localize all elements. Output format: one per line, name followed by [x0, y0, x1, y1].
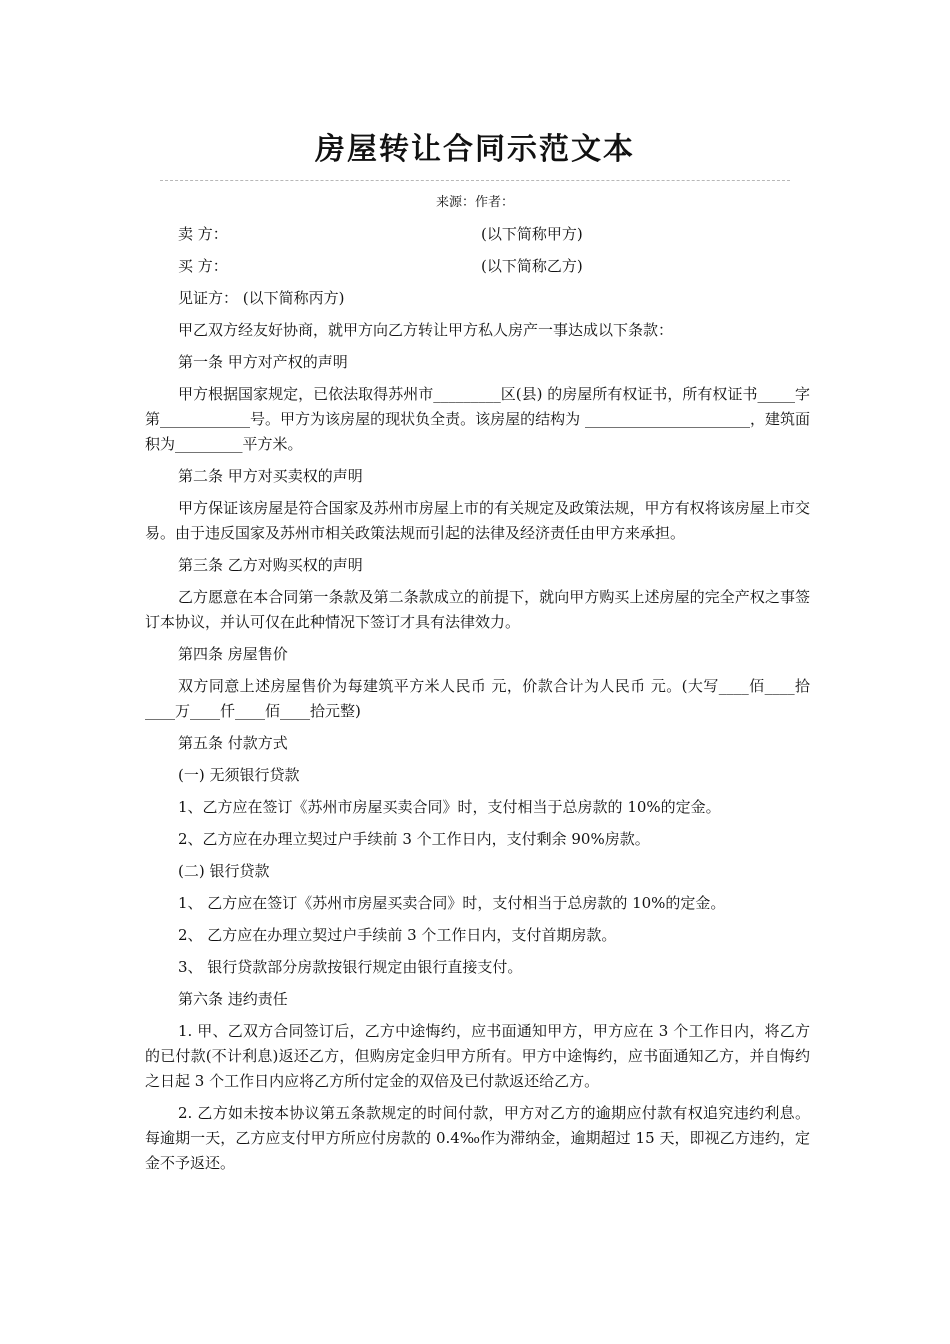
article-4-text: 双方同意上述房屋售价为每建筑平方米人民币 元，价款合计为人民币 元。(大写____佰____拾____万____仟____佰____拾元整) [145, 677, 810, 720]
payment-option-2-heading: (二) 银行贷款 [178, 862, 270, 880]
seller-label: 卖 方： [178, 225, 228, 243]
payment-option-1-heading: (一) 无须银行贷款 [178, 766, 300, 784]
payment-option-1-item: 1、乙方应在签订《苏州市房屋买卖合同》时，支付相当于总房款的 10%的定金。 [178, 798, 721, 816]
seller-note: (以下简称甲方) [481, 225, 583, 243]
article-6-heading: 第六条 违约责任 [178, 990, 288, 1008]
title-divider [160, 180, 790, 181]
article-1-heading: 第一条 甲方对产权的声明 [178, 353, 348, 371]
buyer-label: 买 方： [178, 257, 228, 275]
source-line: 来源：作者： [435, 195, 514, 210]
buyer-line [145, 254, 810, 279]
intro-paragraph: 甲乙双方经友好协商，就甲方向乙方转让甲方私人房产一事达成以下条款： [178, 321, 674, 339]
article-3-heading: 第三条 乙方对购买权的声明 [178, 556, 363, 574]
witness-line: 见证方： (以下简称丙方) [178, 289, 345, 307]
payment-option-2-item: 1、 乙方应在签订《苏州市房屋买卖合同》时，支付相当于总房款的 10%的定金。 [178, 894, 726, 912]
article-1-text: 甲方根据国家规定，已依法取得苏州市_________区(县) 的房屋所有权证书，所有权证书_____字第____________号。甲方为该房屋的现状负全责。该房屋的结构为 ______________________，建筑面积为_________平方米。 [145, 385, 810, 453]
breach-clause-item: 2. 乙方如未按本协议第五条款规定的时间付款，甲方对乙方的逾期应付款有权追究违约利息。每逾期一天，乙方应支付甲方所应付房款的 0.4‰作为滞纳金，逾期超过 15 天，即视乙方违约，定金不予返还。 [145, 1104, 810, 1172]
seller-line [145, 222, 810, 247]
payment-option-1-item: 2、乙方应在办理立契过户手续前 3 个工作日内，支付剩余 90%房款。 [178, 830, 650, 848]
article-4-heading: 第四条 房屋售价 [178, 645, 288, 663]
breach-clause-item: 1. 甲、乙双方合同签订后，乙方中途悔约，应书面通知甲方，甲方应在 3 个工作日内，将乙方的已付款(不计利息)返还乙方，但购房定金归甲方所有。甲方中途悔约，应书面通知乙方，并自悔约之日起 3 个工作日内应将乙方所付定金的双倍及已付款返还给乙方。 [145, 1022, 810, 1090]
article-3-text: 乙方愿意在本合同第一条款及第二条款成立的前提下，就向甲方购买上述房屋的完全产权之事签订本协议，并认可仅在此种情况下签订才具有法律效力。 [145, 588, 810, 631]
article-2-text: 甲方保证该房屋是符合国家及苏州市房屋上市的有关规定及政策法规，甲方有权将该房屋上市交易。由于违反国家及苏州市相关政策法规而引起的法律及经济责任由甲方来承担。 [145, 499, 810, 542]
document-title: 房屋转让合同示范文本 [315, 132, 635, 167]
article-5-heading: 第五条 付款方式 [178, 734, 288, 752]
buyer-note: (以下简称乙方) [481, 257, 583, 275]
contract-body [145, 222, 810, 1183]
article-2-heading: 第二条 甲方对买卖权的声明 [178, 467, 363, 485]
payment-option-2-item: 3、 银行贷款部分房款按银行规定由银行直接支付。 [178, 958, 523, 976]
payment-option-2-item: 2、 乙方应在办理立契过户手续前 3 个工作日内，支付首期房款。 [178, 926, 617, 944]
